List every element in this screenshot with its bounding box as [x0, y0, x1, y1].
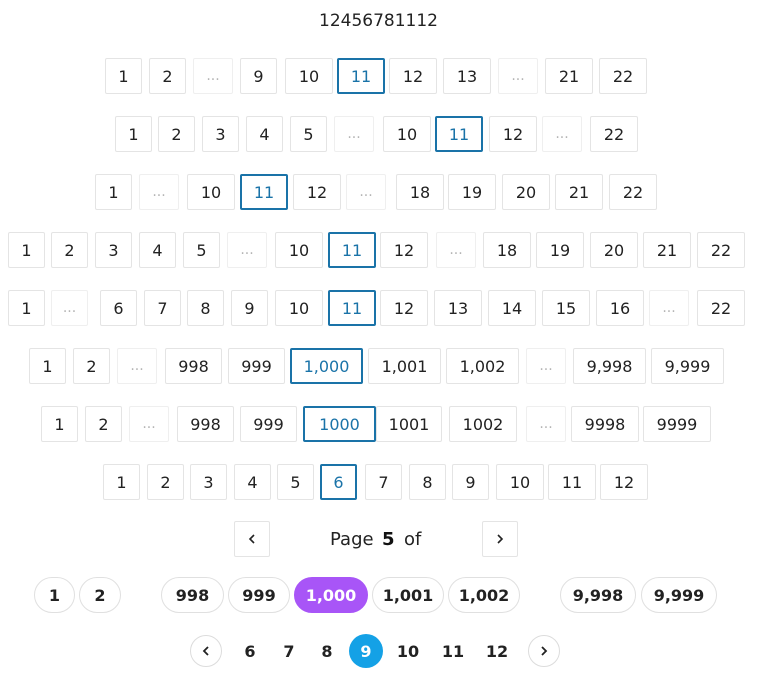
chevron-left-icon [200, 645, 212, 657]
page-button[interactable]: 9,999 [651, 348, 724, 384]
page-button[interactable]: 998 [165, 348, 222, 384]
page-button[interactable]: 20 [502, 174, 550, 210]
page-button[interactable]: 15 [542, 290, 590, 326]
page-button[interactable]: 7 [144, 290, 181, 326]
pagination-row [0, 348, 757, 386]
page-button[interactable]: 10 [187, 174, 235, 210]
page-pill[interactable]: 998 [161, 577, 224, 613]
next-page-button[interactable] [482, 521, 518, 557]
current-page-button[interactable]: 6 [320, 464, 357, 500]
current-page-button[interactable]: 11 [435, 116, 483, 152]
page-button[interactable]: 10 [275, 232, 323, 268]
page-button[interactable]: 18 [483, 232, 531, 268]
ellipsis: ... [436, 232, 476, 268]
page-button[interactable]: 22 [697, 232, 745, 268]
page-pill[interactable]: 9,999 [641, 577, 717, 613]
page-button[interactable]: 22 [599, 58, 647, 94]
page-button[interactable]: 999 [240, 406, 297, 442]
current-page-button[interactable]: 11 [328, 232, 376, 268]
page-button[interactable]: 11 [548, 464, 596, 500]
page-button[interactable]: 18 [396, 174, 444, 210]
pagination-row [0, 116, 757, 154]
page-button[interactable]: 9,998 [573, 348, 646, 384]
page-button[interactable]: 21 [545, 58, 593, 94]
page-button[interactable]: 998 [177, 406, 234, 442]
page-button[interactable]: 1 [41, 406, 78, 442]
pagination-row [0, 58, 757, 96]
chevron-right-icon [538, 645, 550, 657]
page-number[interactable]: 12 [485, 641, 509, 661]
current-page-button[interactable]: 1000 [303, 406, 376, 442]
page-button[interactable]: 20 [590, 232, 638, 268]
page-button[interactable]: 1001 [376, 406, 442, 442]
of-word: of [404, 529, 422, 550]
pagination-row [0, 174, 757, 212]
page-word: Page [330, 529, 374, 550]
page-button[interactable]: 13 [443, 58, 491, 94]
page-button[interactable]: 3 [190, 464, 227, 500]
page-button[interactable]: 21 [643, 232, 691, 268]
page-button[interactable]: 10 [383, 116, 431, 152]
page-button[interactable]: 16 [596, 290, 644, 326]
pill-pager [0, 577, 757, 615]
ellipsis: ... [346, 174, 386, 210]
pagination-row [0, 464, 757, 502]
pagination-row [0, 290, 757, 328]
page-button[interactable]: 12 [380, 290, 428, 326]
ellipsis: ... [51, 290, 88, 326]
page-button[interactable]: 2 [149, 58, 186, 94]
circle-pager [0, 635, 757, 669]
ellipsis: ... [193, 58, 233, 94]
page-button[interactable]: 3 [95, 232, 132, 268]
page-button[interactable]: 9999 [643, 406, 711, 442]
page-button[interactable]: 13 [434, 290, 482, 326]
ellipsis: ... [227, 232, 267, 268]
page-button[interactable]: 8 [409, 464, 446, 500]
page-button[interactable]: 22 [609, 174, 657, 210]
page-pill[interactable]: 1,002 [448, 577, 520, 613]
pagination-row [0, 232, 757, 270]
current-page-button[interactable]: 11 [328, 290, 376, 326]
ellipsis: ... [542, 116, 582, 152]
page-button[interactable]: 19 [536, 232, 584, 268]
ellipsis: ... [334, 116, 374, 152]
page-button[interactable]: 5 [277, 464, 314, 500]
page-button[interactable]: 1002 [449, 406, 517, 442]
page-button[interactable]: 1 [105, 58, 142, 94]
page-pill[interactable]: 999 [228, 577, 290, 613]
ellipsis: ... [139, 174, 179, 210]
current-page-pill[interactable]: 1,000 [294, 577, 368, 613]
ellipsis: ... [649, 290, 689, 326]
page-number[interactable]: 6 [244, 641, 256, 661]
page-button[interactable]: 10 [275, 290, 323, 326]
page-button[interactable]: 21 [555, 174, 603, 210]
page-number[interactable]: 7 [283, 641, 295, 661]
page-button[interactable]: 2 [147, 464, 184, 500]
page-button[interactable]: 1 [8, 232, 45, 268]
page-title: 12456781112 [319, 11, 438, 31]
page-button[interactable]: 4 [234, 464, 271, 500]
page-number[interactable]: 8 [321, 641, 333, 661]
page-button[interactable]: 2 [51, 232, 88, 268]
page-button[interactable]: 9 [452, 464, 489, 500]
page-button[interactable]: 9 [231, 290, 268, 326]
page-button[interactable]: 1 [8, 290, 45, 326]
ellipsis: ... [526, 348, 566, 384]
page-button[interactable]: 9998 [571, 406, 639, 442]
page-button[interactable]: 7 [365, 464, 402, 500]
page-button[interactable]: 10 [496, 464, 544, 500]
ellipsis: ... [129, 406, 169, 442]
page-button[interactable]: 4 [246, 116, 283, 152]
page-pill[interactable]: 2 [79, 577, 121, 613]
page-button[interactable]: 12 [389, 58, 437, 94]
next-page-button[interactable] [528, 635, 560, 667]
page-pill[interactable]: 1,001 [372, 577, 444, 613]
page-number[interactable]: 10 [396, 641, 420, 661]
page-button[interactable]: 2 [73, 348, 110, 384]
page-button[interactable]: 9 [240, 58, 277, 94]
page-button[interactable]: 14 [488, 290, 536, 326]
ellipsis: ... [117, 348, 157, 384]
page-button[interactable]: 22 [697, 290, 745, 326]
page-button[interactable]: 19 [448, 174, 496, 210]
prev-page-button[interactable] [234, 521, 270, 557]
chevron-left-icon [246, 533, 258, 545]
current-page-number: 5 [382, 529, 395, 550]
page-button[interactable]: 5 [290, 116, 327, 152]
page-button[interactable]: 3 [202, 116, 239, 152]
page-button[interactable]: 12 [293, 174, 341, 210]
ellipsis: ... [526, 406, 566, 442]
page-button[interactable]: 999 [228, 348, 285, 384]
simple-pager [0, 521, 757, 557]
page-button[interactable]: 5 [183, 232, 220, 268]
page-button[interactable]: 1,002 [446, 348, 519, 384]
prev-page-button[interactable] [190, 635, 222, 667]
page-button[interactable]: 1 [29, 348, 66, 384]
page-button[interactable]: 12 [489, 116, 537, 152]
page-button[interactable]: 2 [158, 116, 195, 152]
page-button[interactable]: 12 [380, 232, 428, 268]
page-button[interactable]: 1 [95, 174, 132, 210]
page-button[interactable]: 6 [100, 290, 137, 326]
page-button[interactable]: 12 [600, 464, 648, 500]
page-button[interactable]: 1,001 [368, 348, 441, 384]
current-page-button[interactable]: 11 [337, 58, 385, 94]
current-page-circle[interactable]: 9 [349, 634, 383, 668]
page-pill[interactable]: 9,998 [560, 577, 636, 613]
page-button[interactable]: 4 [139, 232, 176, 268]
page-button[interactable]: 22 [590, 116, 638, 152]
chevron-right-icon [494, 533, 506, 545]
page-button[interactable]: 1 [103, 464, 140, 500]
page-button[interactable]: 8 [187, 290, 224, 326]
page-button[interactable]: 2 [85, 406, 122, 442]
current-page-button[interactable]: 1,000 [290, 348, 363, 384]
page-button[interactable]: 10 [285, 58, 333, 94]
page-pill[interactable]: 1 [34, 577, 75, 613]
pagination-row [0, 406, 757, 444]
page-button[interactable]: 1 [115, 116, 152, 152]
current-page-button[interactable]: 11 [240, 174, 288, 210]
ellipsis: ... [498, 58, 538, 94]
page-number[interactable]: 11 [441, 641, 465, 661]
